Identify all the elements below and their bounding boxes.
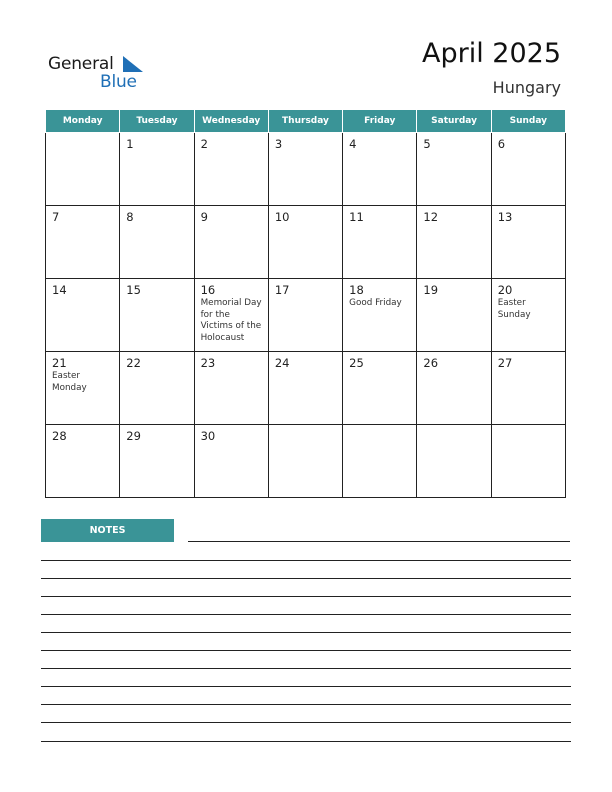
day-number: 1: [126, 137, 134, 151]
notes-line: [41, 686, 571, 687]
day-cell: [268, 352, 342, 425]
day-cell: [194, 279, 268, 352]
day-cell: [46, 206, 120, 279]
day-number: 29: [126, 429, 141, 443]
weekday-header-tuesday: Tuesday: [120, 110, 194, 133]
day-cell: [491, 425, 565, 498]
day-number: 30: [200, 429, 216, 443]
day-number: 22: [126, 356, 141, 370]
flag-icon: [121, 56, 143, 72]
day-number: 23: [200, 356, 216, 370]
day-number: 9: [200, 210, 208, 224]
day-cell: [120, 279, 194, 352]
weekday-header-sunday: Sunday: [491, 110, 565, 133]
day-number: 13: [497, 210, 513, 224]
holiday-label: Easter Monday: [52, 371, 87, 393]
day-number: 20: [497, 283, 513, 297]
weekday-header-saturday: Saturday: [417, 110, 491, 133]
logo-text-blue: Blue: [100, 72, 137, 92]
notes-line: [188, 541, 570, 542]
day-number: 12: [423, 210, 439, 224]
notes-line: [41, 578, 571, 579]
day-cell: [417, 352, 491, 425]
notes-line: [41, 560, 571, 561]
week-row: [46, 279, 566, 352]
day-cell: [268, 425, 342, 498]
day-number: 17: [274, 283, 290, 297]
holiday-label: Good Friday: [349, 298, 402, 308]
day-number: 10: [274, 210, 290, 224]
day-cell: [268, 133, 342, 206]
day-number: 3: [274, 137, 283, 151]
weekday-header-friday: Friday: [343, 110, 417, 133]
day-number: 21: [52, 356, 67, 370]
day-cell: [343, 352, 417, 425]
calendar-country: Hungary: [492, 78, 561, 97]
day-cell: [491, 206, 565, 279]
day-cell: [46, 133, 120, 206]
day-number: 27: [497, 356, 513, 370]
day-cell: [46, 425, 120, 498]
day-number: 6: [497, 137, 506, 151]
day-cell: [46, 279, 120, 352]
weekday-header-thursday: Thursday: [268, 110, 342, 133]
notes-header: NOTES: [41, 519, 174, 542]
brand-logo: [48, 52, 158, 92]
weekday-header-wednesday: Wednesday: [194, 110, 268, 133]
notes-line: [41, 704, 571, 705]
day-cell: [120, 206, 194, 279]
day-number: 16: [200, 283, 216, 297]
day-cell: [120, 352, 194, 425]
day-number: 26: [423, 356, 439, 370]
day-number: 4: [349, 137, 357, 151]
day-cell: [417, 425, 491, 498]
day-number: 5: [423, 137, 431, 151]
day-cell: [417, 133, 491, 206]
day-number: 15: [126, 283, 141, 297]
week-row: [46, 133, 566, 206]
day-number: 19: [423, 283, 439, 297]
day-cell: [194, 133, 268, 206]
day-cell: [120, 425, 194, 498]
week-row: [46, 425, 566, 498]
day-number: 18: [349, 283, 364, 297]
day-number: 25: [349, 356, 364, 370]
holiday-label: Easter Sunday: [497, 298, 531, 320]
logo-text-general: General: [48, 54, 114, 74]
notes-line: [41, 596, 571, 597]
day-cell: [343, 206, 417, 279]
notes-line: [41, 668, 571, 669]
day-number: 8: [126, 210, 134, 224]
calendar-grid: [45, 109, 566, 498]
weekday-header-row: [46, 110, 566, 133]
day-cell: [491, 352, 565, 425]
week-row: [46, 206, 566, 279]
holiday-label: Memorial Day for the Victims of the Holocaust: [200, 298, 262, 343]
week-row: [46, 352, 566, 425]
day-cell: [194, 352, 268, 425]
day-cell: [343, 425, 417, 498]
notes-line: [41, 650, 571, 651]
day-cell: [194, 425, 268, 498]
notes-line: [41, 632, 571, 633]
day-cell: [417, 206, 491, 279]
day-cell: [120, 133, 194, 206]
day-cell: [343, 133, 417, 206]
day-cell: [491, 133, 565, 206]
day-number: 11: [349, 210, 364, 224]
notes-line: [41, 614, 571, 615]
day-number: 24: [274, 356, 290, 370]
day-cell: [46, 352, 120, 425]
day-cell: [343, 279, 417, 352]
day-cell: [268, 279, 342, 352]
day-number: 28: [52, 429, 67, 443]
weekday-header-monday: Monday: [46, 110, 120, 133]
day-cell: [417, 279, 491, 352]
day-number: 14: [52, 283, 67, 297]
day-cell: [194, 206, 268, 279]
notes-line: [41, 722, 571, 723]
day-number: 7: [52, 210, 60, 224]
day-cell: [491, 279, 565, 352]
notes-line: [41, 741, 571, 742]
day-number: 2: [200, 137, 208, 151]
day-cell: [268, 206, 342, 279]
calendar-title: April 2025: [421, 38, 561, 69]
